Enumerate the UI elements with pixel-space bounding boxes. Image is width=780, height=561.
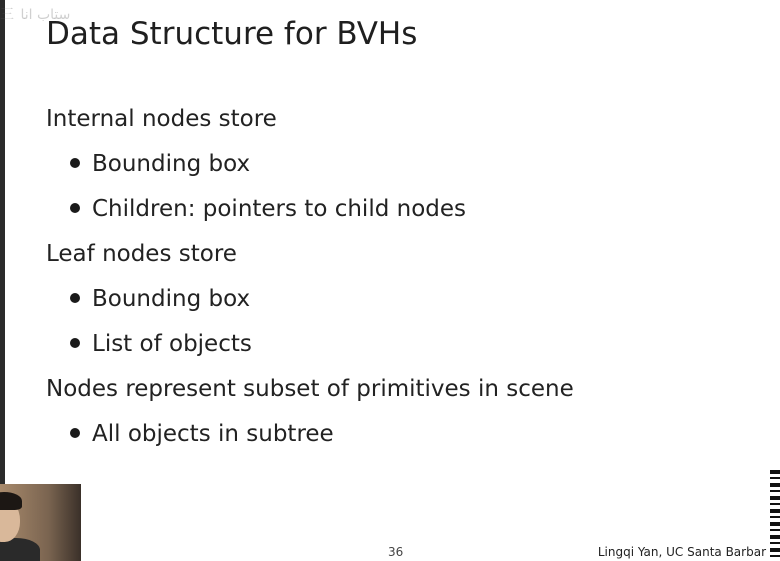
slide-title: Data Structure for BVHs xyxy=(46,16,418,52)
sub-list-item xyxy=(46,190,746,235)
sub-list-item xyxy=(46,145,746,190)
list-item-text: Children: pointers to child nodes xyxy=(92,196,467,222)
bullet-icon xyxy=(70,158,80,168)
sub-list-item xyxy=(46,280,746,325)
list-item-text: Nodes represent subset of primitives in scene xyxy=(46,376,574,402)
webcam-overlay xyxy=(0,484,81,561)
list-item xyxy=(46,235,746,280)
page-number: 36 xyxy=(388,545,404,559)
bullet-icon xyxy=(70,338,80,348)
list-item-text: List of objects xyxy=(92,331,252,357)
list-item-text: Internal nodes store xyxy=(46,106,277,132)
slide-left-edge xyxy=(0,0,5,561)
list-item xyxy=(46,100,746,145)
slide-content xyxy=(46,100,746,460)
sub-list-item xyxy=(46,415,746,460)
bullet-icon xyxy=(70,293,80,303)
bullet-icon xyxy=(70,203,80,213)
list-item-text: Bounding box xyxy=(92,286,251,312)
list-item-text: All objects in subtree xyxy=(92,421,334,447)
list-item xyxy=(46,370,746,415)
qr-code-icon xyxy=(770,470,780,561)
footer-credit: Lingqi Yan, UC Santa Barbar xyxy=(597,545,766,559)
bullet-icon xyxy=(70,428,80,438)
watermark: 三 ستاب انا xyxy=(0,7,71,23)
list-item-text: Bounding box xyxy=(92,151,251,177)
sub-list-item xyxy=(46,325,746,370)
list-item-text: Leaf nodes store xyxy=(46,241,237,267)
